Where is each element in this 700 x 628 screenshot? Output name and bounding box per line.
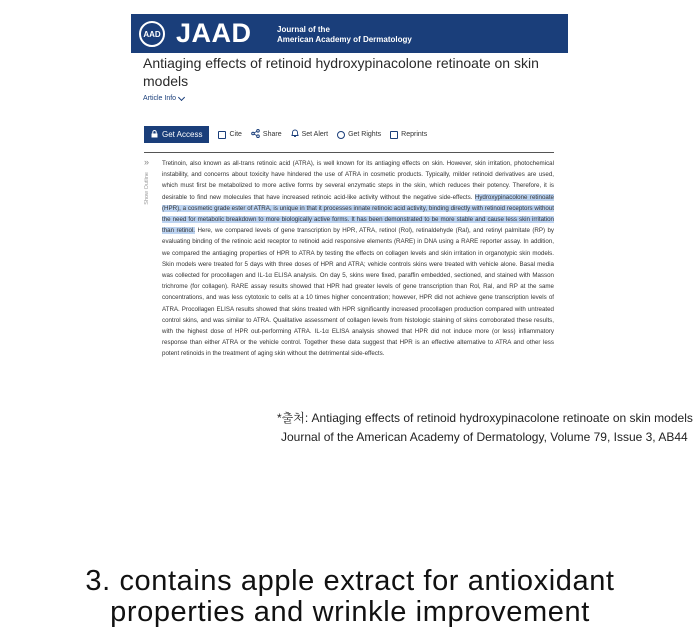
copyright-icon bbox=[337, 131, 345, 139]
abstract-highlight: Hydroxypinacolone retinoate (HPR), a cosmetic grade ester of ATRA, is unique in that it processes innate retinoic acid activity, binding directly with retinoid receptors without the need for metabolic breakdown to more biologically active forms. It has been demonstrated to be more stable and cause less skin irritation than retinol. bbox=[162, 193, 554, 235]
journal-name-line1: Journal of the bbox=[277, 25, 330, 34]
reprints-label: Reprints bbox=[401, 131, 428, 138]
heading-line-1: 3. contains apple extract for antioxidant bbox=[85, 565, 615, 597]
abstract-text bbox=[162, 158, 554, 360]
share-label: Share bbox=[262, 131, 282, 138]
article-screenshot bbox=[131, 14, 568, 391]
cite-button[interactable] bbox=[218, 131, 241, 139]
get-access-label: Get Access bbox=[162, 130, 203, 139]
journal-name-line2: American Academy of Dermatology bbox=[277, 34, 412, 44]
article-toolbar bbox=[144, 126, 427, 143]
quote-icon bbox=[218, 131, 226, 139]
aad-logo[interactable]: AAD bbox=[139, 21, 165, 47]
get-rights-label: Get Rights bbox=[348, 131, 382, 138]
get-access-button[interactable] bbox=[144, 126, 209, 143]
section-heading bbox=[0, 566, 700, 628]
abstract-part-2: Here, we compared levels of gene transcription by HPR, ATRA, retinol (Rol), retinaldehyde (Ral), and retinyl palmitate (RP) by evaluating binding of the retinoic acid receptor to retinoid acid responsive elements (RARE) in DNA using a RARE reporter assay. In addition, we compared the antiaging properties of HPR to ATRA by testing the effects on collagen levels and skin irritation in organotypic skin models. Skin models were treated for 5 days with three doses of HPR and ATRA; vehicle controls skins were treated with vehicle alone. Basal media was collected for procollagen and IL-1α ELISA analysis. On day 5, skins were fixed, paraffin embedded, sectioned, and stained with Masson trichrome (for collagen). RARE assay results showed that HPR had greater levels of gene transcription than Rol, Ral, and RP at the same concentrations, and was less cytotoxic to cells at a 10 times higher concentration; however, HPR did not achieve gene transcription levels of ATRA. Procollagen ELISA results showed that skins treated with HPR significantly increased procollagen production compared with untreated control skins, and was similar to ATRA. Qualitative assessment of collagen levels from histologic staining of skins corroborated these results, with the highest dose of HPR out-performing ATRA. IL-1α ELISA analysis showed that HPR did not induce more (or less) inflammatory response than either ATRA or the vehicle control. Together these data suggest that HPR is an effective alternative to ATRA and other less potent retinoids in the treatment of aging skin without the detrimental side-effects. bbox=[162, 227, 554, 358]
article-title: Antiaging effects of retinoid hydroxypinacolone retinoate on skin models bbox=[143, 55, 539, 89]
get-rights-button[interactable] bbox=[337, 131, 381, 139]
divider bbox=[144, 152, 554, 153]
share-icon bbox=[251, 129, 260, 140]
article-info-label: Article Info bbox=[143, 95, 177, 102]
source-citation bbox=[277, 409, 693, 447]
set-alert-label: Set Alert bbox=[301, 131, 329, 138]
outline-sidebar[interactable] bbox=[144, 158, 154, 218]
lock-icon bbox=[151, 130, 158, 140]
reprints-button[interactable] bbox=[390, 131, 427, 139]
abstract-part-1: Tretinoin, also known as all-trans retinoic acid (ATRA), is well known for its antiaging effects on skin. However, skin irritation, photochemical instability, and concerns about toxicity have hindered the use of ATRA in cosmetic products. Typically, milder retinoid derivatives are used, which must first be metabolized to more active forms by several enzymatic steps in the skin, which reduces their potency. Therefore, it is desirable to find new molecules that have increased retinoic acid-like activity without the negative side-effects. bbox=[162, 160, 554, 201]
chevron-down-icon bbox=[178, 93, 185, 100]
journal-header bbox=[131, 14, 568, 53]
document-icon bbox=[390, 131, 398, 139]
double-chevron-icon: » bbox=[144, 157, 150, 167]
journal-full-name bbox=[277, 25, 412, 44]
article-info-toggle[interactable] bbox=[143, 95, 184, 102]
bell-icon bbox=[291, 129, 299, 140]
source-line-1: *출처: Antiaging effects of retinoid hydroxypinacolone retinoate on skin models bbox=[277, 411, 693, 425]
share-button[interactable] bbox=[251, 129, 282, 140]
journal-logo-text[interactable]: JAAD bbox=[176, 18, 252, 48]
source-line-2: Journal of the American Academy of Dermatology, Volume 79, Issue 3, AB44 bbox=[281, 430, 688, 444]
heading-line-2: properties and wrinkle improvement bbox=[110, 596, 590, 628]
show-outline-label: Show Outline bbox=[144, 172, 150, 205]
cite-label: Cite bbox=[229, 131, 242, 138]
set-alert-button[interactable] bbox=[291, 129, 328, 140]
